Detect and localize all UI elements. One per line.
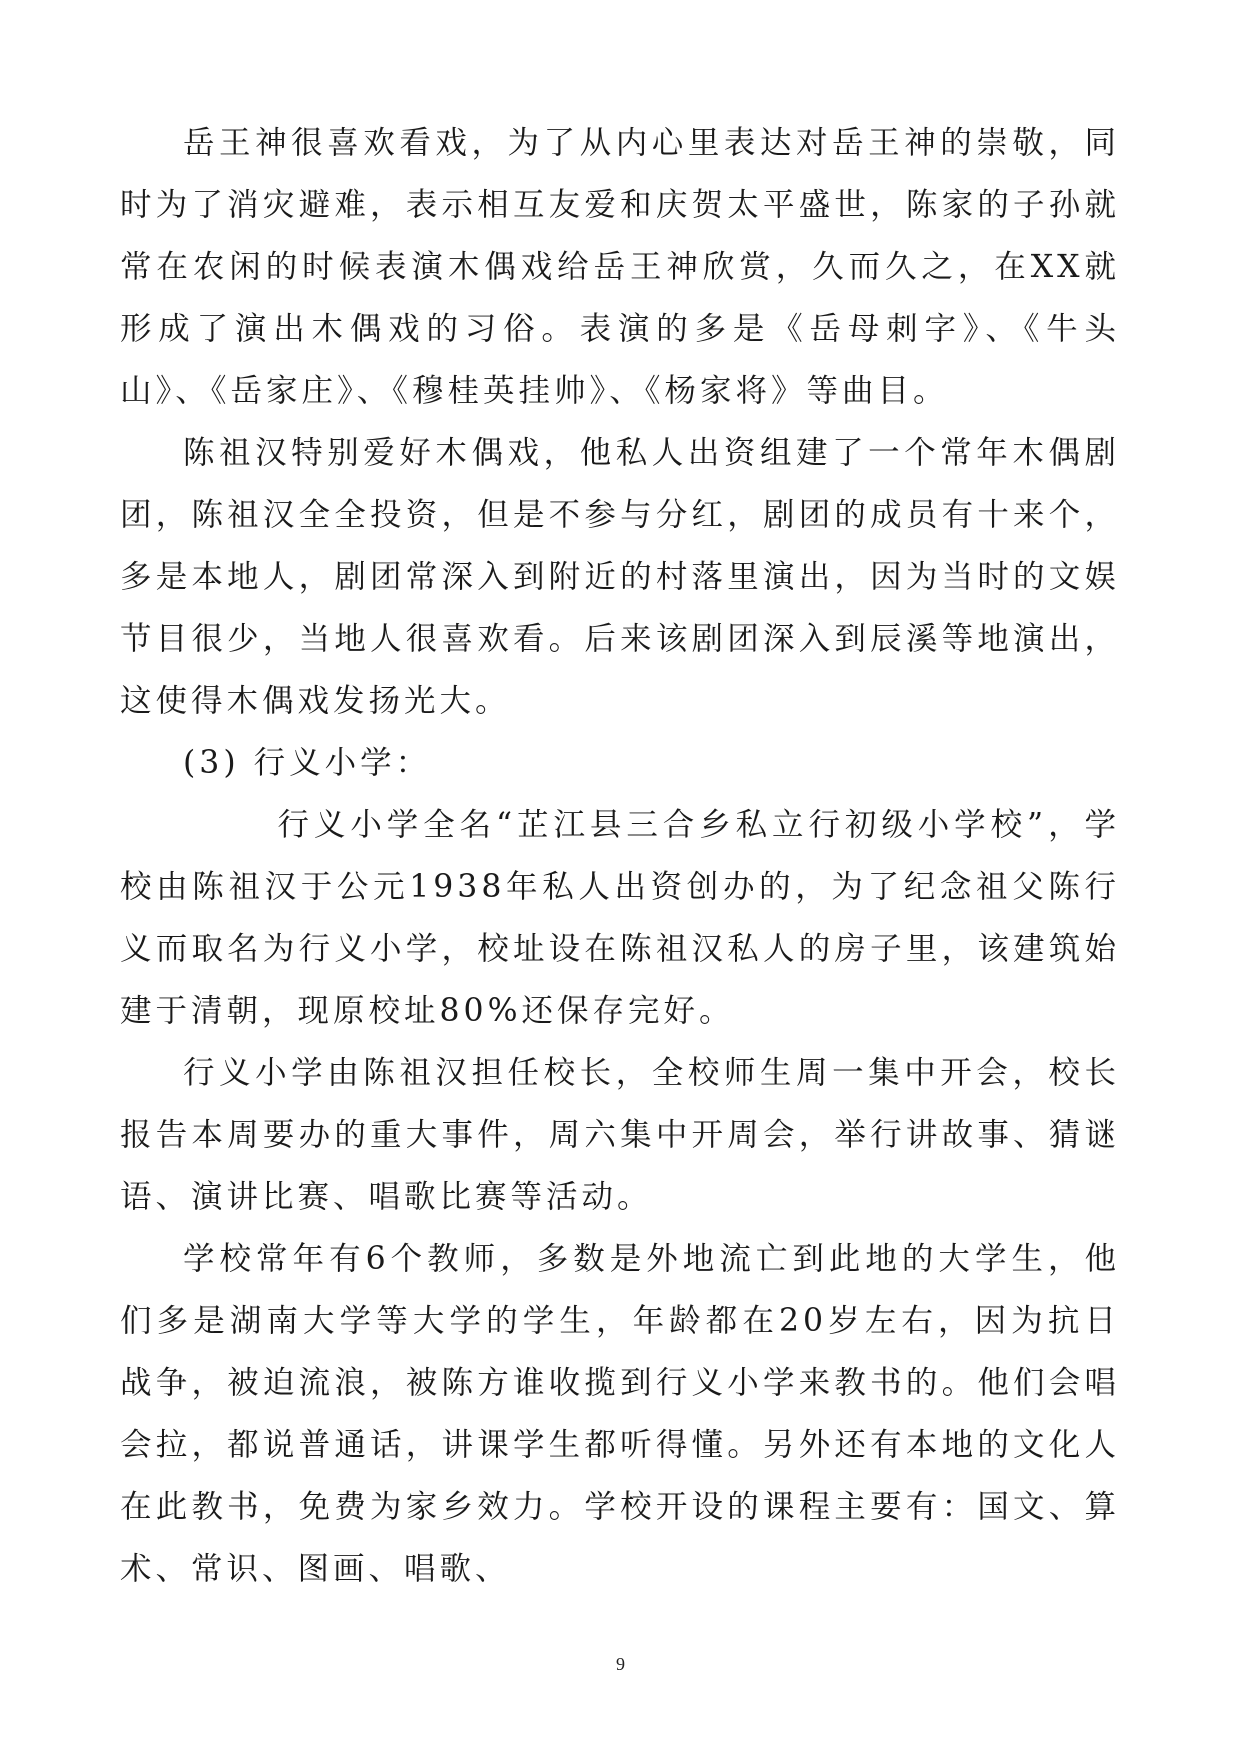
paragraph-1: 岳王神很喜欢看戏，为了从内心里表达对岳王神的崇敬，同时为了消灾避难，表示相互友爱和庆贺太平盛世，陈家的子孙就常在农闲的时候表演木偶戏给岳王神欣赏，久而久之，在XX就形成了演出木偶戏的习俗。表演的多是《岳母刺字》、《牛头山》、《岳家庄》、《穆桂英挂帅》、《杨家将》等曲目。 [120, 125, 1120, 409]
document-page [120, 112, 1120, 1600]
page-number: 9 [616, 1654, 625, 1674]
paragraph-5: 学校常年有6个教师，多数是外地流亡到此地的大学生，他们多是湖南大学等大学的学生，年龄都在20岁左右，因为抗日战争，被迫流浪，被陈方谁收揽到行义小学来教书的。他们会唱会拉，都说普通话，讲课学生都听得懂。另外还有本地的文化人在此教书，免费为家乡效力。学校开设的课程主要有：国文、算术、常识、图画、唱歌、 [120, 1241, 1120, 1587]
paragraph-2: 陈祖汉特别爱好木偶戏，他私人出资组建了一个常年木偶剧团，陈祖汉全全投资，但是不参与分红，剧团的成员有十来个，多是本地人，剧团常深入到附近的村落里演出，因为当时的文娱节目很少，当地人很喜欢看。后来该剧团深入到辰溪等地演出，这使得木偶戏发扬光大。 [120, 435, 1120, 719]
section-heading-3: (3) 行义小学： [183, 745, 432, 781]
paragraph-3: 行义小学全名“芷江县三合乡私立行初级小学校”，学校由陈祖汉于公元1938年私人出资创办的，为了纪念祖父陈行义而取名为行义小学，校址设在陈祖汉私人的房子里，该建筑始建于清朝，现原校址80%还保存完好。 [120, 807, 1120, 1029]
paragraph-4: 行义小学由陈祖汉担任校长，全校师生周一集中开会，校长报告本周要办的重大事件，周六集中开周会，举行讲故事、猜谜语、演讲比赛、唱歌比赛等活动。 [120, 1055, 1120, 1215]
